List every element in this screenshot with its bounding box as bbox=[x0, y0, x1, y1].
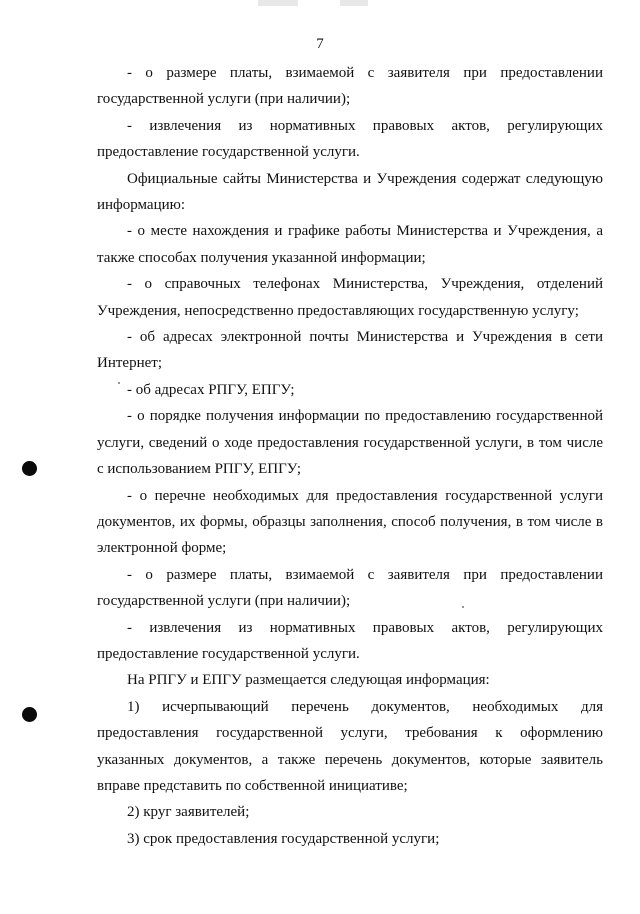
paragraph: На РПГУ и ЕПГУ размещается следующая информация: bbox=[127, 672, 490, 689]
paragraph: - об адресах РПГУ, ЕПГУ; bbox=[127, 381, 295, 398]
scan-artifact bbox=[258, 0, 298, 6]
paragraph: - извлечения из нормативных правовых актов, регулирующих предоставление государственной услуги. bbox=[97, 117, 603, 161]
scan-speck bbox=[118, 382, 120, 384]
paragraph: - извлечения из нормативных правовых актов, регулирующих предоставление государственной услуги. bbox=[97, 619, 603, 662]
punch-hole-icon bbox=[22, 707, 37, 722]
paragraph: 2) круг заявителей; bbox=[127, 804, 250, 821]
paragraph: 3) срок предоставления государственной услуги; bbox=[127, 830, 440, 847]
paragraph: 1) исчерпывающий перечень документов, необходимых для предоставления государственной услуги, требования к оформлению указанных документов, а также перечень документов, которые заявитель вправе представить по собственной инициативе; bbox=[97, 698, 603, 794]
paragraph: Официальные сайты Министерства и Учреждения содержат следующую информацию: bbox=[97, 170, 603, 214]
paragraph: - о размере платы, взимаемой с заявителя при предоставлении государственной услуги (при наличии); bbox=[97, 65, 603, 108]
paragraph: - о месте нахождения и графике работы Министерства и Учреждения, а также способах получения указанной информации; bbox=[97, 223, 603, 266]
paragraph: - о порядке получения информации по предоставлению государственной услуги, сведений о ходе предоставления государственной услуги, в том числе с использованием РПГУ, ЕПГУ; bbox=[97, 408, 603, 478]
paragraph: - о перечне необходимых для предоставления государственной услуги документов, их формы, образцы заполнения, способ получения, в том числе в электронной форме; bbox=[97, 487, 603, 557]
body-text bbox=[97, 60, 603, 852]
page-number: 7 bbox=[316, 36, 324, 52]
punch-hole-icon bbox=[22, 461, 37, 476]
paragraph: - об адресах электронной почты Министерства и Учреждения в сети Интернет; bbox=[97, 329, 603, 372]
scan-artifact bbox=[340, 0, 368, 6]
paragraph: - о размере платы, взимаемой с заявителя при предоставлении государственной услуги (при наличии); bbox=[97, 566, 603, 610]
scan-speck bbox=[462, 606, 464, 608]
paragraph: - о справочных телефонах Министерства, Учреждения, отделений Учреждения, непосредственно предоставляющих государственную услугу; bbox=[97, 276, 603, 319]
